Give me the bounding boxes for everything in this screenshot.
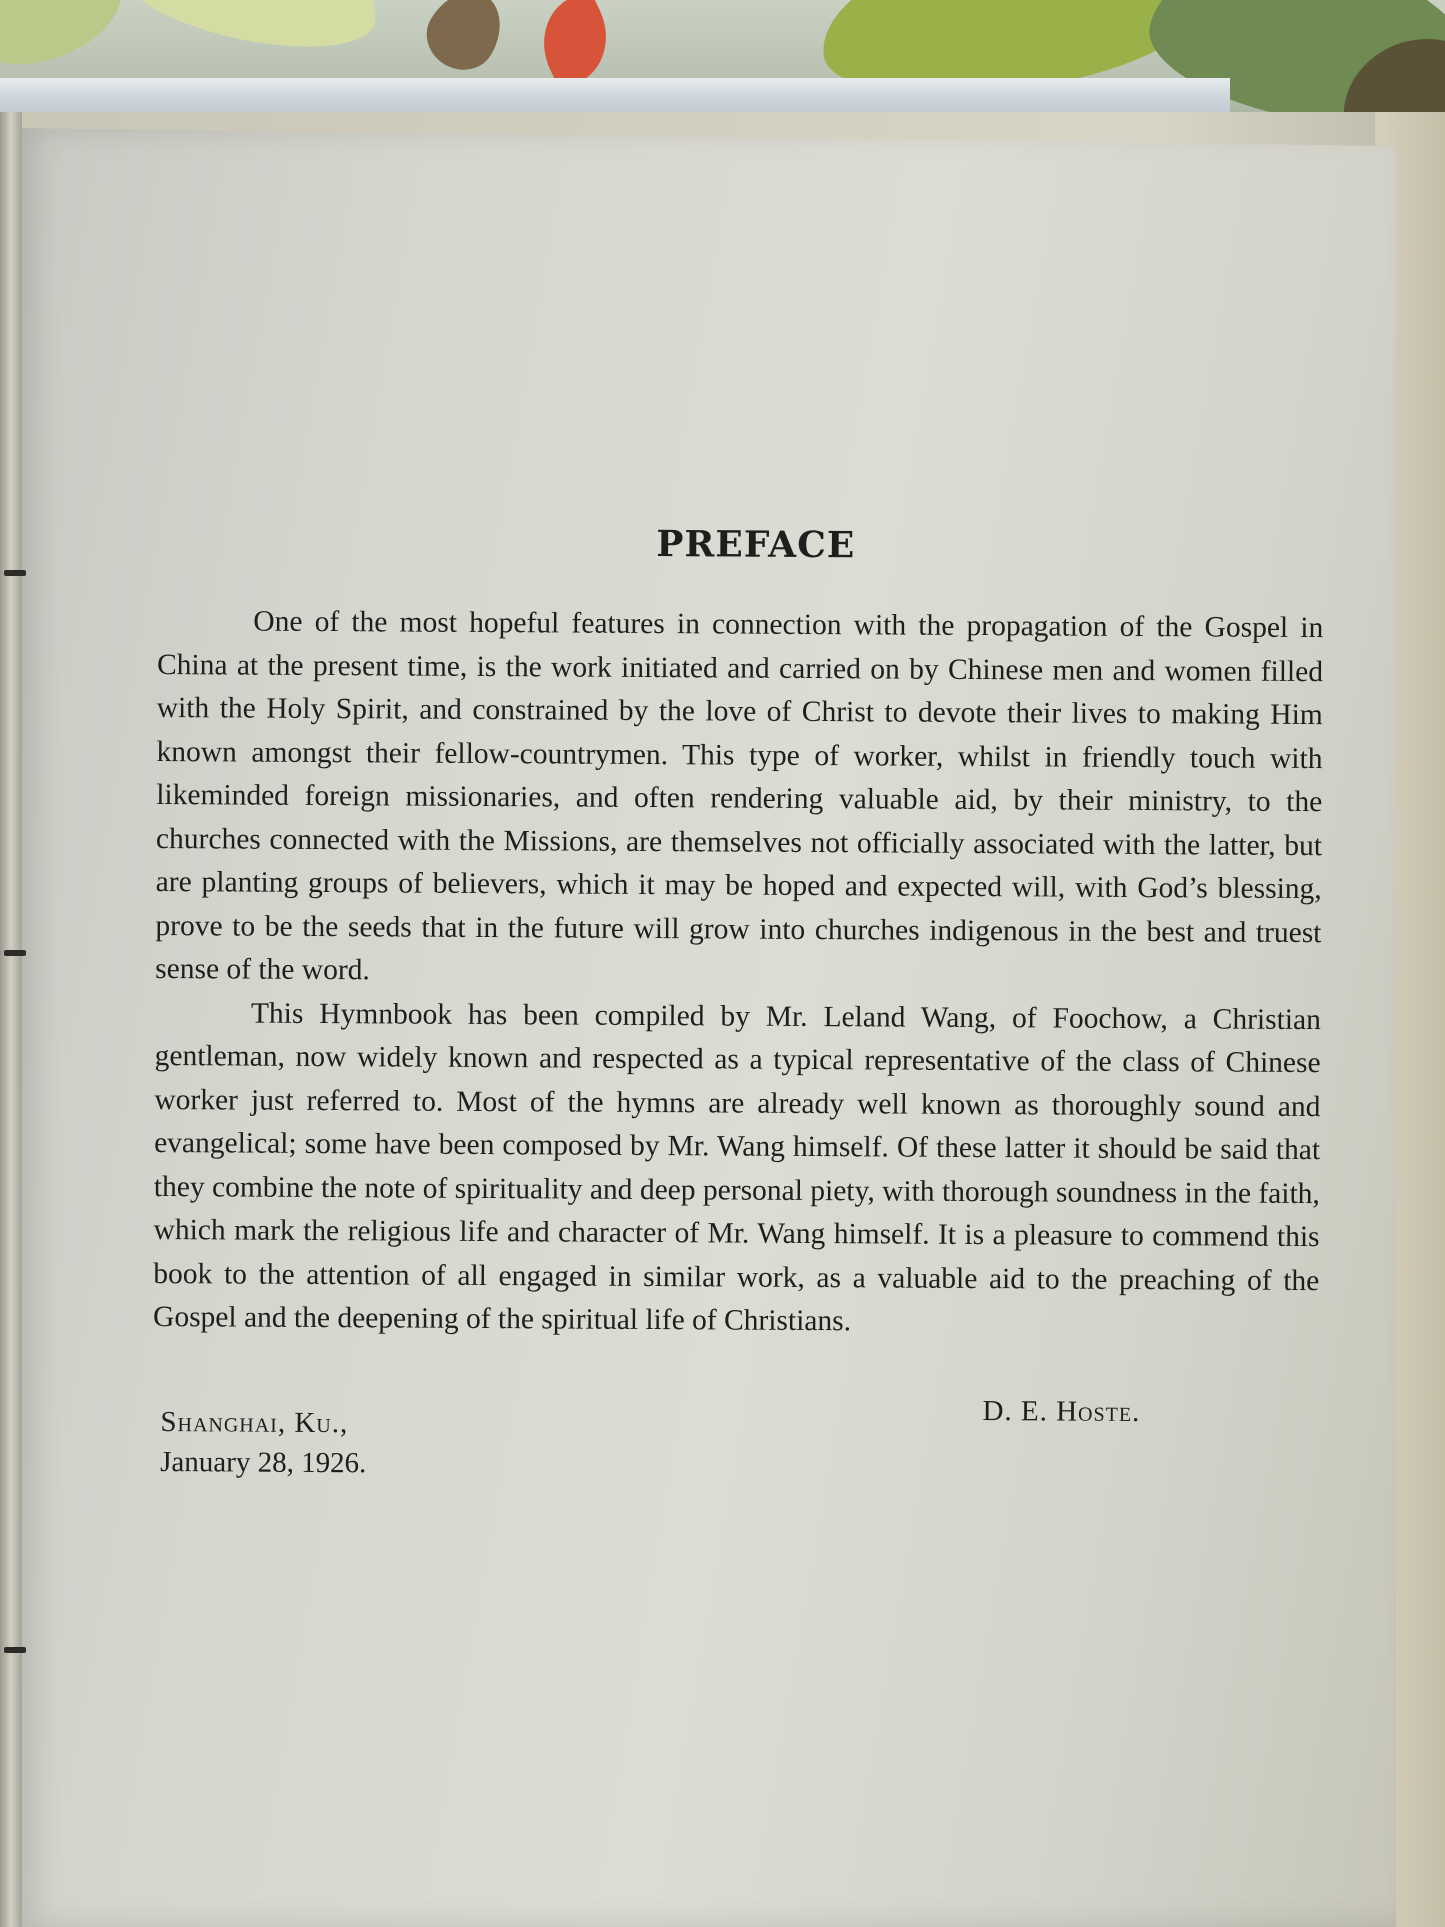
binding-stitch — [4, 950, 26, 956]
page-title: PREFACE — [656, 523, 856, 567]
plant-leaf — [0, 0, 136, 84]
preface-text-block — [152, 510, 1324, 1507]
paragraph-2: This Hymnbook has been compiled by Mr. Leland Wang, of Foochow, a Christian gentleman, now widely known and respected as a typical representative of the class of Chinese worker just referred to. Most of the hymns are already well known as thoroughly sound and evangelical; some have been composed by Mr. Wang himself. Of these latter it should be said that they combine the note of spirituality and deep personal piety, with thorough soundness in the faith, which mark the religious life and character of Mr. Wang himself. It is a pleasure to commend this book to the attention of all engaged in similar work, as a valuable aid to the preaching of the Gospel and the deepening of the spiritual life of Christians. — [152, 997, 1322, 1338]
place-line: Shanghai, Ku., — [160, 1405, 349, 1439]
plant-leaf — [415, 0, 516, 82]
paragraph-1: One of the most hopeful features in connection with the propagation of the Gospel in China at the present time, is the work initiated and carried on by Chinese men and women filled with the Holy Spirit, and constrained by the love of Christ to devote their lives to making Him known amongst their fellow-countrymen. This type of worker, whilst in friendly touch with likeminded foreign missionaries, and often rendering valuable aid, by their ministry, to the churches connected with the Missions, are themselves not officially associated with the latter, but are planting groups of believers, which it may be hoped and expected will, with God’s blessing, prove to be the seeds that in the future will grow into churches indigenous in the best and truest sense of the word. — [155, 605, 1324, 987]
plant-leaf — [111, 0, 388, 66]
date-line: January 28, 1926. — [160, 1445, 367, 1479]
binding-stitch — [4, 1647, 26, 1653]
book-binding — [0, 112, 22, 1927]
binding-stitch — [4, 570, 26, 576]
author-signature: D. E. Hoste. — [982, 1394, 1141, 1428]
signoff — [152, 1389, 1319, 1506]
